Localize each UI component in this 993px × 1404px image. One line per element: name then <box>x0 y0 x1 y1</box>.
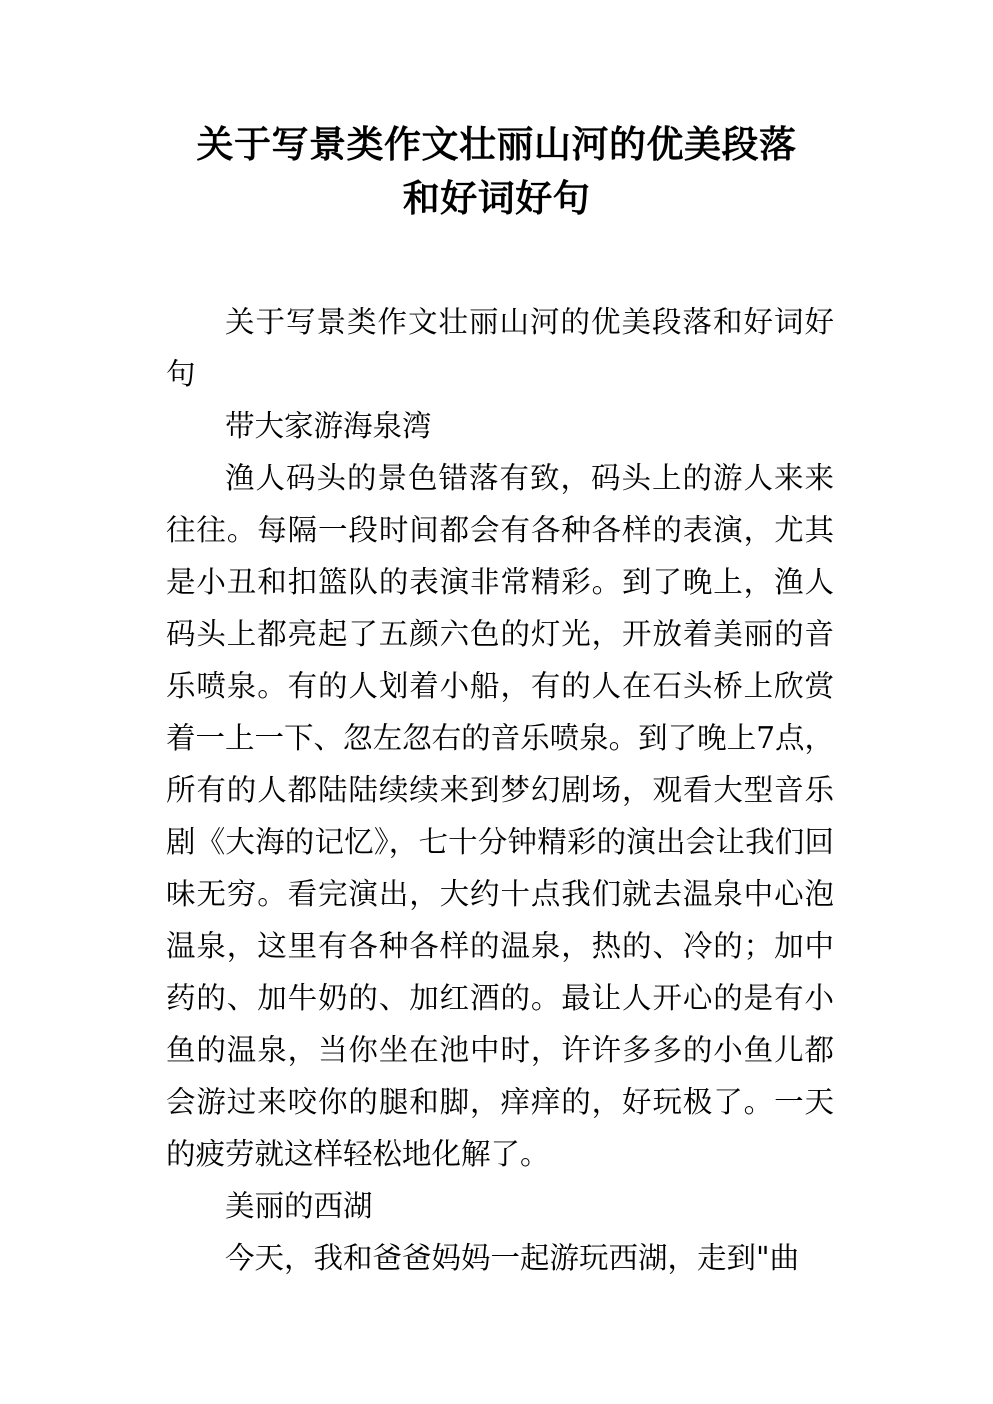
section-heading-xihu: 美丽的西湖 <box>225 1189 373 1223</box>
section-heading-haiquanwan: 带大家游海泉湾 <box>225 409 432 443</box>
paragraph-intro: 关于写景类作文壮丽山河的优美段落和好词好句 <box>166 305 834 391</box>
document-title <box>120 118 873 226</box>
title-line-2: 和好词好句 <box>402 177 591 220</box>
document-body <box>166 296 834 1284</box>
paragraph-xihu: 今天，我和爸爸妈妈一起游玩西湖，走到"曲 <box>225 1241 800 1275</box>
paragraph-haiquanwan: 渔人码头的景色错落有致，码头上的游人来来往往。每隔一段时间都会有各种各样的表演，尤其是小丑和扣篮队的表演非常精彩。到了晚上，渔人码头上都亮起了五颜六色的灯光，开放着美丽的音乐喷泉。有的人划着小船，有的人在石头桥上欣赏着一上一下、忽左忽右的音乐喷泉。到了晚上7点，所有的人都陆陆续续来到梦幻剧场，观看大型音乐剧《大海的记忆》，七十分钟精彩的演出会让我们回味无穷。看完演出，大约十点我们就去温泉中心泡温泉，这里有各种各样的温泉，热的、冷的；加中药的、加牛奶的、加红酒的。最让人开心的是有小鱼的温泉，当你坐在池中时，许许多多的小鱼儿都会游过来咬你的腿和脚，痒痒的，好玩极了。一天的疲劳就这样轻松地化解了。 <box>166 461 834 1171</box>
title-line-1: 关于写景类作文壮丽山河的优美段落 <box>196 123 797 166</box>
